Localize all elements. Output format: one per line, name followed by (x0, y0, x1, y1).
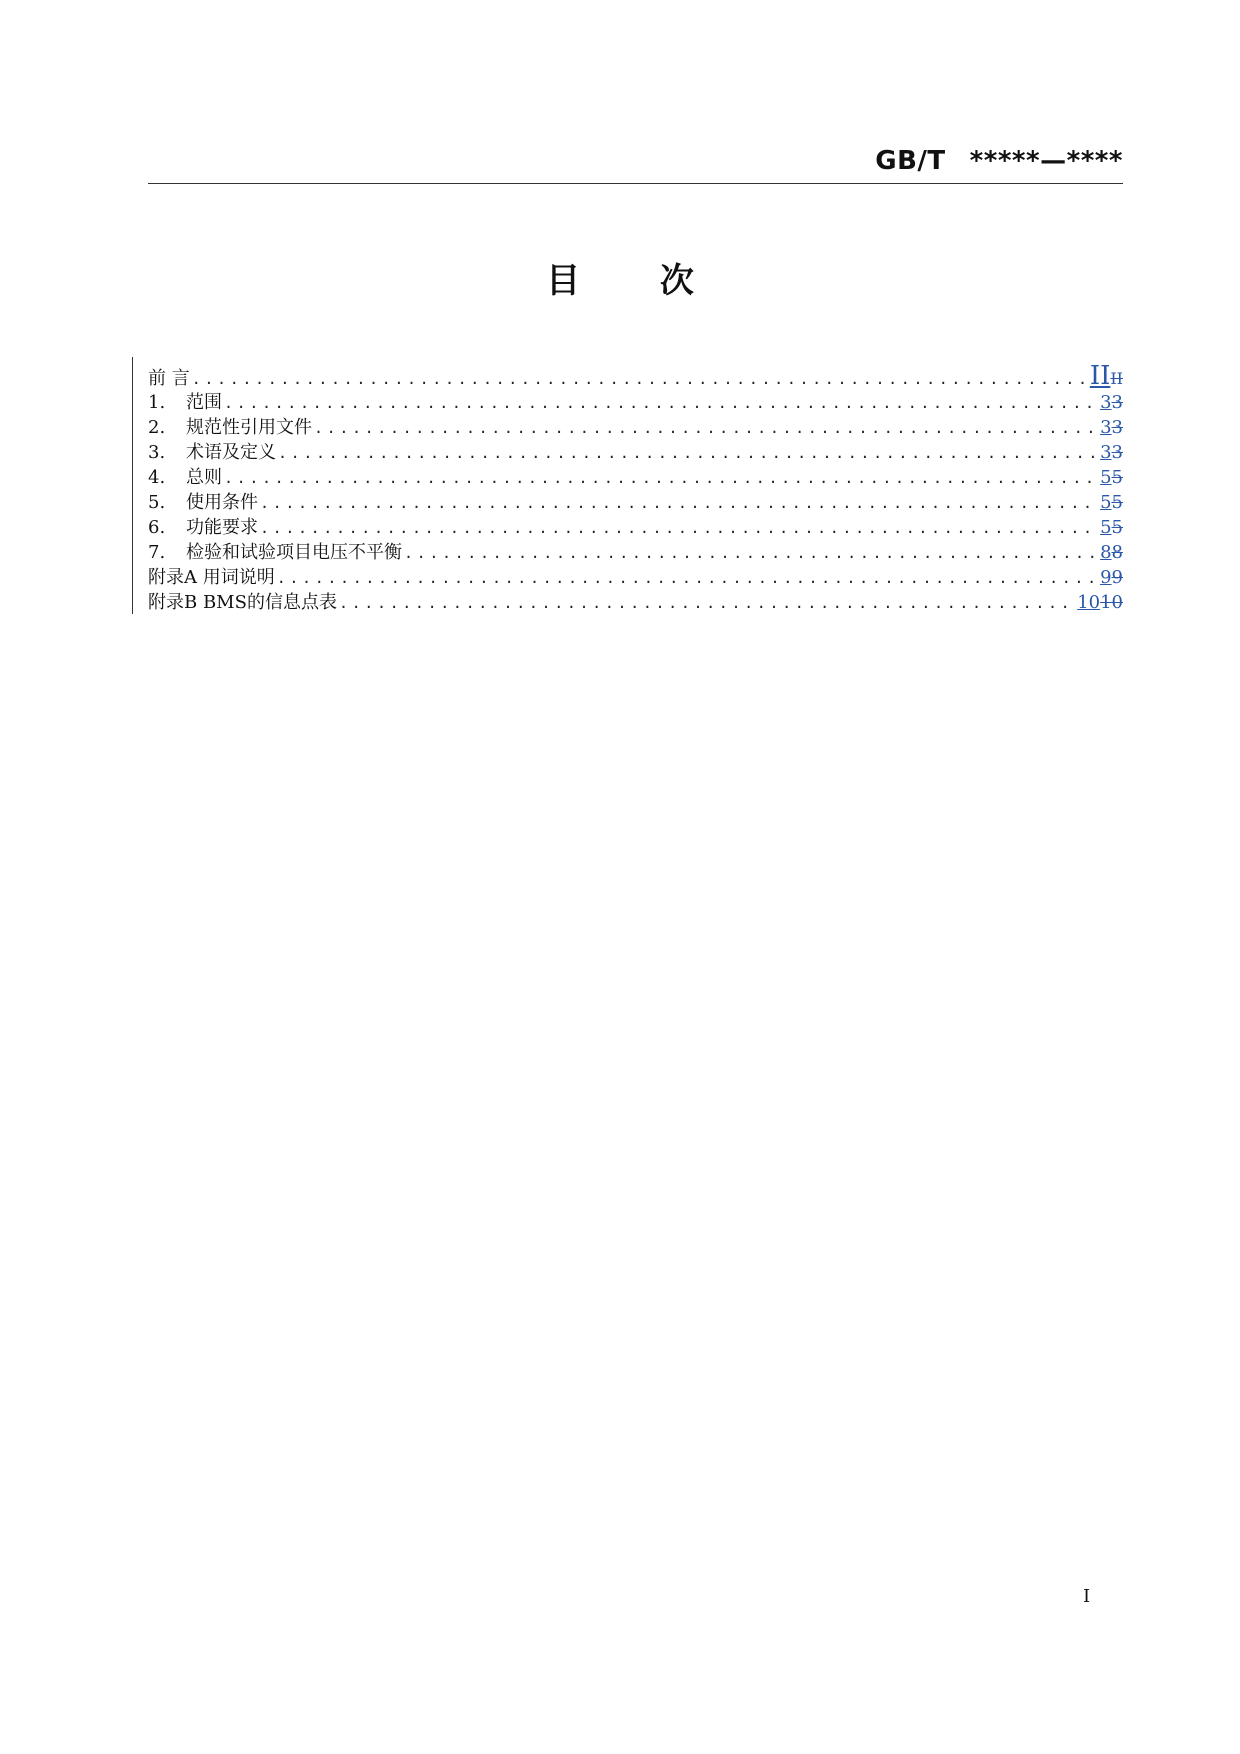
toc-entry-functional-requirements[interactable] (148, 515, 1123, 540)
dot-leader (260, 491, 1098, 516)
toc-entry-foreword[interactable] (148, 363, 1123, 390)
toc-entry-number: 5. (148, 492, 166, 513)
dot-leader (314, 416, 1098, 441)
dot-leader (277, 566, 1098, 591)
page-number-deleted: 5 (1111, 492, 1123, 513)
toc-entry-label: 规范性引用文件 (186, 417, 312, 438)
dot-leader (224, 466, 1098, 491)
toc-page-ref[interactable] (1100, 515, 1123, 540)
page-number-deleted: 10 (1100, 592, 1123, 613)
toc-entry-number: 1. (148, 392, 166, 413)
toc-page-ref[interactable] (1100, 490, 1123, 515)
toc-page-ref[interactable] (1090, 363, 1123, 392)
toc-entry-normative-references[interactable] (148, 415, 1123, 440)
toc-page-ref[interactable] (1100, 415, 1123, 440)
toc-page-ref[interactable] (1100, 465, 1123, 490)
toc-entry-number: 7. (148, 542, 166, 563)
toc-entry-terms-definitions[interactable] (148, 440, 1123, 465)
toc-entry-label: 附录A 用词说明 (148, 567, 275, 588)
page-number-deleted: II (1110, 369, 1123, 388)
toc-entry-label: 功能要求 (186, 517, 258, 538)
page-number-footer: I (1083, 1586, 1091, 1607)
toc-entry-appendix-b[interactable] (148, 590, 1123, 615)
dot-leader (224, 391, 1098, 416)
toc-entry-number: 6. (148, 517, 166, 538)
dot-leader (278, 441, 1098, 466)
dot-leader (339, 591, 1075, 616)
page-number-deleted: 3 (1111, 392, 1123, 413)
toc-entry-usage-conditions[interactable] (148, 490, 1123, 515)
page-number-deleted: 5 (1111, 517, 1123, 538)
page-number-new[interactable]: 3 (1100, 442, 1112, 463)
page-number-new[interactable]: 10 (1077, 592, 1101, 613)
revision-change-bar (132, 357, 133, 614)
toc-entry-number: 3. (148, 442, 166, 463)
page-number-new[interactable]: II (1089, 361, 1111, 391)
page-number-deleted: 8 (1111, 542, 1123, 563)
toc-entry-number: 2. (148, 417, 166, 438)
toc-page-ref[interactable] (1100, 440, 1123, 465)
toc-entry-general[interactable] (148, 465, 1123, 490)
toc-entry-label: 总则 (186, 467, 222, 488)
toc-page-ref[interactable] (1100, 565, 1123, 590)
toc-entry-label: 使用条件 (186, 492, 258, 513)
toc-entry-label: 术语及定义 (186, 442, 276, 463)
standard-number: *****—**** (969, 146, 1123, 176)
toc-page-ref[interactable] (1100, 390, 1123, 415)
toc-entry-appendix-a[interactable] (148, 565, 1123, 590)
dot-leader (404, 541, 1098, 566)
dot-leader (260, 516, 1098, 541)
dot-leader (192, 366, 1088, 393)
toc-entry-inspection-tests[interactable] (148, 540, 1123, 565)
page-number-deleted: 3 (1111, 442, 1123, 463)
toc-entry-scope[interactable] (148, 390, 1123, 415)
toc-page-ref[interactable] (1100, 540, 1123, 565)
toc-entry-label: 检验和试验项目电压不平衡 (186, 542, 402, 563)
page-number-new[interactable]: 5 (1100, 467, 1112, 488)
toc-entry-label: 范围 (186, 392, 222, 413)
toc-entry-number: 4. (148, 467, 166, 488)
toc-title: 目 次 (546, 261, 728, 301)
standard-code-header (875, 146, 1123, 176)
toc-entry-label: 附录B BMS的信息点表 (148, 592, 337, 613)
table-of-contents (148, 363, 1123, 615)
page-number-new[interactable]: 5 (1100, 492, 1112, 513)
page-number-new[interactable]: 8 (1100, 542, 1112, 563)
page-number-new[interactable]: 3 (1100, 417, 1112, 438)
toc-page-ref[interactable] (1077, 590, 1123, 615)
page-number-new[interactable]: 9 (1100, 567, 1112, 588)
page-number-deleted: 9 (1111, 567, 1123, 588)
page-number-new[interactable]: 3 (1100, 392, 1112, 413)
standard-prefix: GB/T (875, 146, 946, 176)
page-number-deleted: 3 (1111, 417, 1123, 438)
toc-entry-label: 前 言 (148, 368, 190, 389)
header-rule (148, 183, 1123, 184)
page-number-new[interactable]: 5 (1100, 517, 1112, 538)
page-number-deleted: 5 (1111, 467, 1123, 488)
